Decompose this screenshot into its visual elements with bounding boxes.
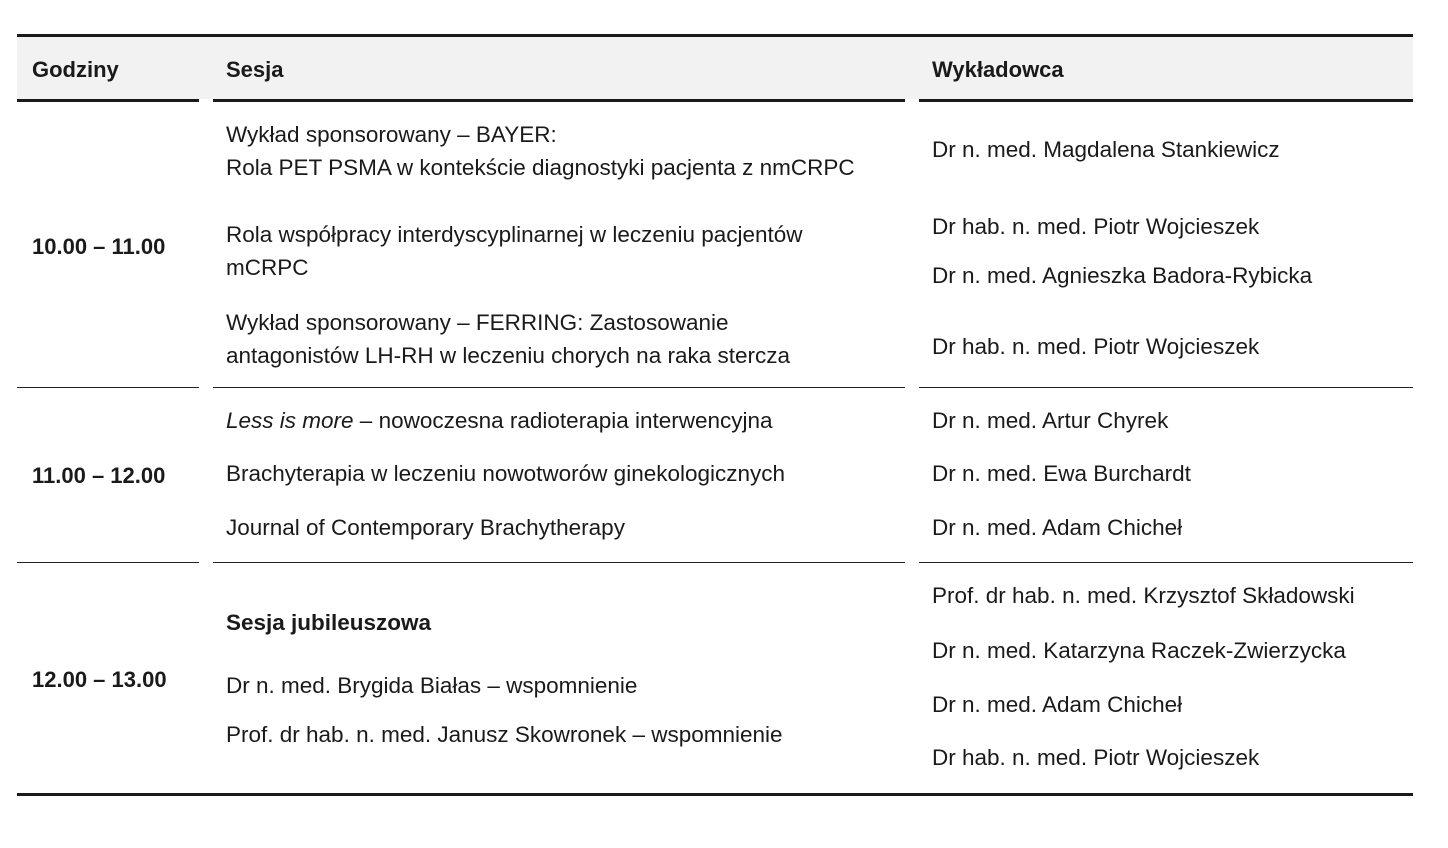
session-item: Less is more – nowoczesna radioterapia interwencyjna [226,408,773,433]
lecturer-name: Dr n. med. Agnieszka Badora-Rybicka [932,263,1313,288]
lecturer-name: Dr hab. n. med. Piotr Wojcieszek [932,214,1260,239]
row-divider [17,387,1413,388]
header-rule [17,99,1413,102]
time-slot: 12.00 – 13.00 [32,667,167,692]
lecturer-name: Dr n. med. Ewa Burchardt [932,461,1191,486]
lecturer-name: Dr n. med. Adam Chicheł [932,515,1183,540]
lecturer-name: Dr n. med. Adam Chicheł [932,692,1183,717]
header-lecturer: Wykładowca [932,57,1064,82]
header-hours: Godziny [32,57,119,82]
session-item: Dr n. med. Brygida Białas – wspomnienie [226,673,638,698]
session-item: Wykład sponsorowany – FERRING: Zastosowanie antagonistów LH-RH w leczeniu chorych na raka stercza [226,310,791,368]
top-rule [17,34,1413,37]
bottom-rule [17,793,1413,796]
lecturer-name: Prof. dr hab. n. med. Krzysztof Składowski [932,583,1355,608]
lecturer-name: Dr n. med. Magdalena Stankiewicz [932,137,1280,162]
session-title: Sesja jubileuszowa [226,610,432,635]
header-session: Sesja [226,57,284,82]
time-slot: 11.00 – 12.00 [32,463,166,488]
session-item: Rola współpracy interdyscyplinarnej w leczeniu pacjentów mCRPC [226,222,803,280]
row-divider [17,562,1413,563]
session-item: Wykład sponsorowany – BAYER: Rola PET PSMA w kontekście diagnostyki pacjenta z nmCRPC [226,122,855,180]
session-item: Journal of Contemporary Brachytherapy [226,515,625,540]
lecturer-name: Dr hab. n. med. Piotr Wojcieszek [932,334,1260,359]
time-slot: 10.00 – 11.00 [32,234,166,259]
session-item: Brachyterapia w leczeniu nowotworów ginekologicznych [226,461,786,486]
lecturer-name: Dr n. med. Artur Chyrek [932,408,1169,433]
lecturer-name: Dr hab. n. med. Piotr Wojcieszek [932,745,1260,770]
lecturer-name: Dr n. med. Katarzyna Raczek-Zwierzycka [932,638,1346,663]
session-item: Prof. dr hab. n. med. Janusz Skowronek – wspomnienie [226,722,783,747]
